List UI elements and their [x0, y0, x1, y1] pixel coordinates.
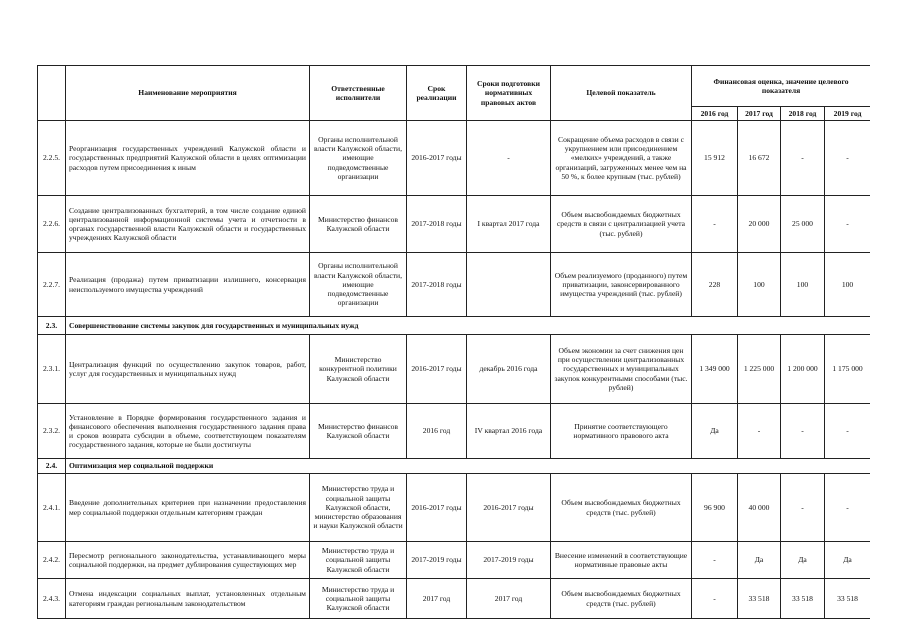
value-2018: Да [781, 542, 825, 579]
value-2016: 96 900 [692, 474, 738, 542]
header-responsible: Ответственные исполнители [310, 66, 407, 121]
value-2018: 33 518 [781, 579, 825, 619]
value-2018: 25 000 [781, 196, 825, 253]
header-period: Срок реализации [407, 66, 467, 121]
value-2017: Да [738, 542, 781, 579]
table-row [38, 253, 871, 317]
row-number: 2.4.3. [38, 579, 66, 619]
value-2018: 1 200 000 [781, 335, 825, 404]
value-2019: Да [825, 542, 871, 579]
header-acts: Сроки подготовки нормативных правовых актов [467, 66, 551, 121]
table-row [38, 474, 871, 542]
indicator: Объем высвобождаемых бюджетных средств (тыс. рублей) [551, 474, 692, 542]
row-number: 2.4.2. [38, 542, 66, 579]
value-2019: - [825, 404, 871, 459]
measures-table [37, 65, 870, 619]
measure-name: Пересмотр регионального законодательства, устанавливающего меры социальной поддержки, на предмет дублирования существующих мер [66, 542, 310, 579]
header-finance: Финансовая оценка, значение целевого показателя [692, 66, 871, 107]
value-2017: - [738, 404, 781, 459]
header-year-2019: 2019 год [825, 107, 871, 121]
value-2018: - [781, 474, 825, 542]
acts-deadline: - [467, 121, 551, 196]
table-row [38, 579, 871, 619]
indicator: Принятие соответствующего нормативного правового акта [551, 404, 692, 459]
period: 2017-2019 годы [407, 542, 467, 579]
responsible: Министерство труда и социальной защиты Калужской области [310, 579, 407, 619]
indicator: Сокращение объема расходов в связи с укрупнением или присоединением «мелких» учреждений, а также организаций, загруженных менее чем на 50 %, к более крупным (тыс. рублей) [551, 121, 692, 196]
responsible: Министерство финансов Калужской области [310, 196, 407, 253]
value-2017: 1 225 000 [738, 335, 781, 404]
value-2017: 20 000 [738, 196, 781, 253]
table-row [38, 404, 871, 459]
table-row [38, 542, 871, 579]
header-indicator: Целевой показатель [551, 66, 692, 121]
responsible: Министерство труда и социальной защиты Калужской области, министерство образования и науки Калужской области [310, 474, 407, 542]
value-2019: 1 175 000 [825, 335, 871, 404]
header-year-2018: 2018 год [781, 107, 825, 121]
measure-name: Реализация (продажа) путем приватизации излишнего, консервация неиспользуемого имущества учреждений [66, 253, 310, 317]
period: 2017-2018 годы [407, 196, 467, 253]
acts-deadline: 2017-2019 годы [467, 542, 551, 579]
value-2019: - [825, 196, 871, 253]
acts-deadline: декабрь 2016 года [467, 335, 551, 404]
value-2017: 40 000 [738, 474, 781, 542]
section-number: 2.3. [38, 317, 66, 335]
indicator: Объем экономии за счет снижения цен при осуществлении централизованных государственных и муниципальных закупок конкурентными способами (тыс. рублей) [551, 335, 692, 404]
section-row [38, 317, 871, 335]
responsible: Министерство конкурентной политики Калужской области [310, 335, 407, 404]
value-2019: 33 518 [825, 579, 871, 619]
period: 2016 год [407, 404, 467, 459]
table-row [38, 121, 871, 196]
value-2019: 100 [825, 253, 871, 317]
acts-deadline: 2016-2017 годы [467, 474, 551, 542]
value-2016: Да [692, 404, 738, 459]
responsible: Органы исполнительной власти Калужской области, имеющие подведомственные организации [310, 121, 407, 196]
value-2016: - [692, 542, 738, 579]
period: 2017-2018 годы [407, 253, 467, 317]
row-number: 2.2.7. [38, 253, 66, 317]
period: 2016-2017 годы [407, 335, 467, 404]
row-number: 2.3.1. [38, 335, 66, 404]
value-2019: - [825, 474, 871, 542]
section-number: 2.4. [38, 459, 66, 474]
indicator: Внесение изменений в соответствующие нормативные правовые акты [551, 542, 692, 579]
measure-name: Создание централизованных бухгалтерий, в том числе создание единой централизованной информационной системы учета и отчетности в органах государственной власти Калужской области и государственных учреждениях Калужской области [66, 196, 310, 253]
value-2017: 33 518 [738, 579, 781, 619]
header-name: Наименование мероприятия [66, 66, 310, 121]
section-title: Совершенствование системы закупок для государственных и муниципальных нужд [66, 317, 871, 335]
header-year-2016: 2016 год [692, 107, 738, 121]
measure-name: Отмена индексации социальных выплат, установленных отдельным категориям граждан региональным законодательством [66, 579, 310, 619]
value-2016: 228 [692, 253, 738, 317]
indicator: Объем высвобождаемых бюджетных средств (тыс. рублей) [551, 579, 692, 619]
row-number: 2.2.6. [38, 196, 66, 253]
responsible: Министерство труда и социальной защиты Калужской области [310, 542, 407, 579]
header-num-cell [38, 66, 66, 121]
section-row [38, 459, 871, 474]
indicator: Объем реализуемого (проданного) путем приватизации, законсервированного имущества учреждений (тыс. рублей) [551, 253, 692, 317]
value-2017: 100 [738, 253, 781, 317]
document-page [37, 65, 870, 640]
header-year-2017: 2017 год [738, 107, 781, 121]
header-row [38, 66, 871, 107]
period: 2017 год [407, 579, 467, 619]
value-2016: - [692, 579, 738, 619]
value-2018: 100 [781, 253, 825, 317]
measure-name: Введение дополнительных критериев при назначении предоставления мер социальной поддержки отдельным категориям граждан [66, 474, 310, 542]
responsible: Органы исполнительной власти Калужской области, имеющие подведомственные организации [310, 253, 407, 317]
row-number: 2.3.2. [38, 404, 66, 459]
value-2017: 16 672 [738, 121, 781, 196]
section-title: Оптимизация мер социальной поддержки [66, 459, 871, 474]
value-2016: 1 349 000 [692, 335, 738, 404]
value-2018: - [781, 121, 825, 196]
responsible: Министерство финансов Калужской области [310, 404, 407, 459]
value-2018: - [781, 404, 825, 459]
value-2016: 15 912 [692, 121, 738, 196]
period: 2016-2017 годы [407, 121, 467, 196]
measure-name: Централизация функций по осуществлению закупок товаров, работ, услуг для государственных и муниципальных нужд [66, 335, 310, 404]
indicator: Объем высвобождаемых бюджетных средств в связи с централизацией учета (тыс. рублей) [551, 196, 692, 253]
value-2016: - [692, 196, 738, 253]
table-row [38, 335, 871, 404]
period: 2016-2017 годы [407, 474, 467, 542]
measure-name: Установление в Порядке формирования государственного задания и финансового обеспечения выполнения государственного задания права и сроков возврата субсидии в объеме, соответствующем показателям государственного задания, которые не были достигнуты [66, 404, 310, 459]
table-row [38, 196, 871, 253]
acts-deadline: IV квартал 2016 года [467, 404, 551, 459]
measure-name: Реорганизация государственных учреждений Калужской области и государственных предприятий Калужской области в целях оптимизации расходов путем присоединения к иным [66, 121, 310, 196]
row-number: 2.2.5. [38, 121, 66, 196]
acts-deadline: I квартал 2017 года [467, 196, 551, 253]
value-2019: - [825, 121, 871, 196]
row-number: 2.4.1. [38, 474, 66, 542]
acts-deadline [467, 253, 551, 317]
acts-deadline: 2017 год [467, 579, 551, 619]
